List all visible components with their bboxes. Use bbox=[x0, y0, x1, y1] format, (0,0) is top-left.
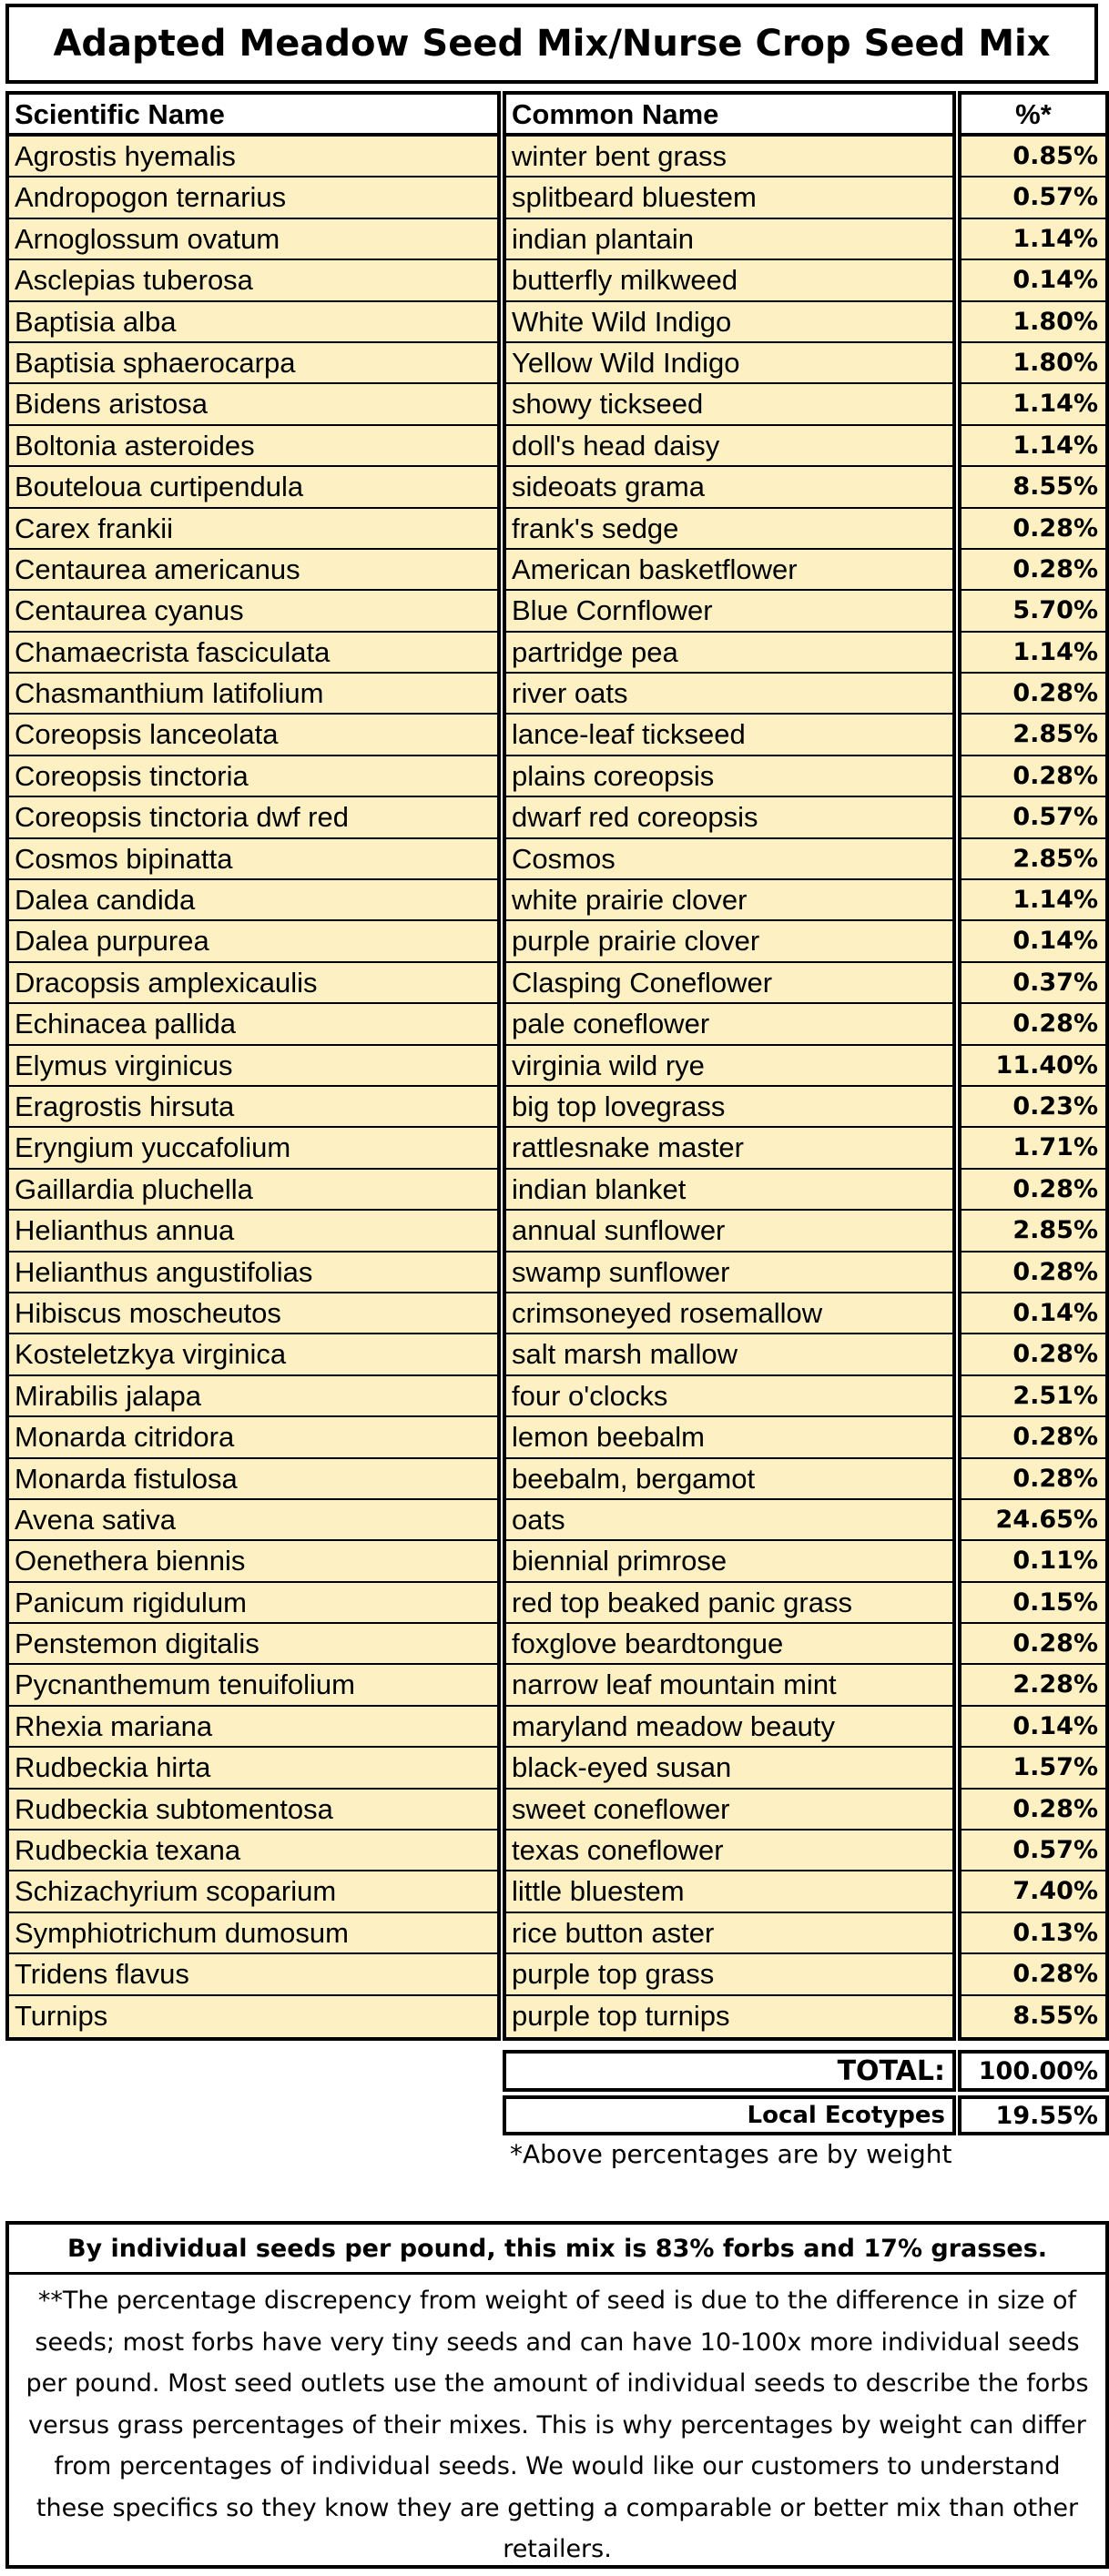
scientific-name-cell: Oenethera biennis bbox=[9, 1541, 497, 1582]
percent-cell: 0.28% bbox=[961, 1459, 1105, 1500]
common-name-cell: sideoats grama bbox=[506, 467, 952, 508]
scientific-name-cell: Baptisia sphaerocarpa bbox=[9, 343, 497, 384]
common-name-cell: virginia wild rye bbox=[506, 1046, 952, 1087]
seed-count-note bbox=[5, 2221, 1109, 2569]
percent-cell: 0.28% bbox=[961, 550, 1105, 591]
total-value: 100.00% bbox=[958, 2050, 1109, 2092]
common-name-cell: narrow leaf mountain mint bbox=[506, 1665, 952, 1706]
common-name-header: Common Name bbox=[506, 95, 952, 137]
percent-cell: 0.15% bbox=[961, 1583, 1105, 1624]
scientific-name-cell: Helianthus angustifolias bbox=[9, 1253, 497, 1293]
scientific-name-cell: Kosteletzkya virginica bbox=[9, 1334, 497, 1375]
common-name-cell: four o'clocks bbox=[506, 1376, 952, 1417]
scientific-name-cell: Schizachyrium scoparium bbox=[9, 1871, 497, 1912]
scientific-name-cell: Elymus virginicus bbox=[9, 1046, 497, 1087]
percent-cell: 0.37% bbox=[961, 963, 1105, 1004]
common-name-column bbox=[503, 91, 956, 2041]
common-name-cell: dwarf red coreopsis bbox=[506, 797, 952, 838]
percent-header: %* bbox=[961, 95, 1105, 137]
page-title: Adapted Meadow Seed Mix/Nurse Crop Seed Mix bbox=[5, 4, 1098, 84]
common-name-cell: salt marsh mallow bbox=[506, 1334, 952, 1375]
common-name-cell: splitbeard bluestem bbox=[506, 177, 952, 218]
scientific-name-cell: Panicum rigidulum bbox=[9, 1583, 497, 1624]
note-body: **The percentage discrepency from weight of seed is due to the difference in size of seeds; most forbs have very tiny seeds and can have 10-100x more individual seeds per pound. Most seed outlets use the amount of individual seeds to describe the forbs versus grass percentages of their mixes. This is why percentages by weight can differ from percentages of individual seeds. We would like our customers to understand these specifics so they know they are getting a comparable or better mix than other retailers. bbox=[25, 2287, 1089, 2563]
common-name-cell: texas coneflower bbox=[506, 1831, 952, 1871]
percent-cell: 2.85% bbox=[961, 715, 1105, 756]
percent-cell: 0.85% bbox=[961, 137, 1105, 177]
common-name-cell: lemon beebalm bbox=[506, 1417, 952, 1458]
percent-cell: 8.55% bbox=[961, 467, 1105, 508]
scientific-name-cell: Dalea purpurea bbox=[9, 921, 497, 962]
percent-cell: 0.28% bbox=[961, 1004, 1105, 1045]
percent-cell: 1.14% bbox=[961, 426, 1105, 467]
scientific-name-cell: Bouteloua curtipendula bbox=[9, 467, 497, 508]
common-name-cell: white prairie clover bbox=[506, 880, 952, 921]
scientific-name-cell: Dalea candida bbox=[9, 880, 497, 921]
scientific-name-cell: Agrostis hyemalis bbox=[9, 137, 497, 177]
scientific-name-cell: Avena sativa bbox=[9, 1500, 497, 1541]
percent-cell: 0.57% bbox=[961, 177, 1105, 218]
scientific-name-cell: Dracopsis amplexicaulis bbox=[9, 963, 497, 1004]
percent-cell: 0.14% bbox=[961, 1293, 1105, 1334]
percent-cell: 0.28% bbox=[961, 674, 1105, 715]
common-name-cell: frank's sedge bbox=[506, 509, 952, 550]
common-name-cell: indian blanket bbox=[506, 1170, 952, 1211]
local-ecotypes-value: 19.55% bbox=[958, 2095, 1109, 2135]
percent-cell: 1.80% bbox=[961, 302, 1105, 343]
common-name-cell: annual sunflower bbox=[506, 1211, 952, 1252]
common-name-cell: showy tickseed bbox=[506, 384, 952, 425]
percent-cell: 0.14% bbox=[961, 260, 1105, 301]
common-name-cell: black-eyed susan bbox=[506, 1748, 952, 1789]
percent-cell: 2.28% bbox=[961, 1665, 1105, 1706]
percent-cell: 1.14% bbox=[961, 880, 1105, 921]
scientific-name-cell: Rudbeckia subtomentosa bbox=[9, 1790, 497, 1831]
scientific-name-cell: Monarda fistulosa bbox=[9, 1459, 497, 1500]
scientific-name-cell: Eragrostis hirsuta bbox=[9, 1087, 497, 1128]
percent-cell: 1.14% bbox=[961, 219, 1105, 260]
percent-cell: 2.51% bbox=[961, 1376, 1105, 1417]
common-name-cell: foxglove beardtongue bbox=[506, 1624, 952, 1665]
common-name-cell: maryland meadow beauty bbox=[506, 1707, 952, 1748]
percent-column bbox=[958, 91, 1109, 2041]
common-name-cell: little bluestem bbox=[506, 1871, 952, 1912]
common-name-cell: crimsoneyed rosemallow bbox=[506, 1293, 952, 1334]
common-name-cell: White Wild Indigo bbox=[506, 302, 952, 343]
common-name-cell: lance-leaf tickseed bbox=[506, 715, 952, 756]
common-name-cell: river oats bbox=[506, 674, 952, 715]
scientific-name-cell: Coreopsis lanceolata bbox=[9, 715, 497, 756]
scientific-name-cell: Asclepias tuberosa bbox=[9, 260, 497, 301]
common-name-cell: Clasping Coneflower bbox=[506, 963, 952, 1004]
percent-cell: 0.28% bbox=[961, 1170, 1105, 1211]
percent-cell: 0.28% bbox=[961, 1624, 1105, 1665]
scientific-name-cell: Eryngium yuccafolium bbox=[9, 1128, 497, 1169]
percent-cell: 1.80% bbox=[961, 343, 1105, 384]
common-name-cell: oats bbox=[506, 1500, 952, 1541]
percent-cell: 2.85% bbox=[961, 1211, 1105, 1252]
percent-cell: 5.70% bbox=[961, 591, 1105, 632]
common-name-cell: rice button aster bbox=[506, 1913, 952, 1954]
scientific-name-cell: Turnips bbox=[9, 1996, 497, 2037]
scientific-name-column bbox=[5, 91, 501, 2041]
percent-cell: 0.28% bbox=[961, 509, 1105, 550]
scientific-name-cell: Rudbeckia texana bbox=[9, 1831, 497, 1871]
scientific-name-cell: Penstemon digitalis bbox=[9, 1624, 497, 1665]
scientific-name-cell: Rhexia mariana bbox=[9, 1707, 497, 1748]
scientific-name-cell: Pycnanthemum tenuifolium bbox=[9, 1665, 497, 1706]
scientific-name-cell: Andropogon ternarius bbox=[9, 177, 497, 218]
percent-cell: 0.14% bbox=[961, 921, 1105, 962]
common-name-cell: Cosmos bbox=[506, 839, 952, 880]
common-name-cell: winter bent grass bbox=[506, 137, 952, 177]
common-name-cell: Yellow Wild Indigo bbox=[506, 343, 952, 384]
scientific-name-cell: Rudbeckia hirta bbox=[9, 1748, 497, 1789]
common-name-cell: plains coreopsis bbox=[506, 756, 952, 797]
percent-cell: 0.23% bbox=[961, 1087, 1105, 1128]
common-name-cell: pale coneflower bbox=[506, 1004, 952, 1045]
scientific-name-cell: Hibiscus moscheutos bbox=[9, 1293, 497, 1334]
percent-cell: 0.28% bbox=[961, 1954, 1105, 1995]
scientific-name-cell: Tridens flavus bbox=[9, 1954, 497, 1995]
scientific-name-cell: Bidens aristosa bbox=[9, 384, 497, 425]
percent-cell: 1.71% bbox=[961, 1128, 1105, 1169]
scientific-name-cell: Coreopsis tinctoria bbox=[9, 756, 497, 797]
common-name-cell: big top lovegrass bbox=[506, 1087, 952, 1128]
scientific-name-cell: Baptisia alba bbox=[9, 302, 497, 343]
percent-cell: 8.55% bbox=[961, 1996, 1105, 2037]
percent-cell: 0.28% bbox=[961, 756, 1105, 797]
scientific-name-cell: Carex frankii bbox=[9, 509, 497, 550]
scientific-name-cell: Centaurea americanus bbox=[9, 550, 497, 591]
common-name-cell: red top beaked panic grass bbox=[506, 1583, 952, 1624]
scientific-name-cell: Helianthus annua bbox=[9, 1211, 497, 1252]
scientific-name-cell: Symphiotrichum dumosum bbox=[9, 1913, 497, 1954]
local-ecotypes-label: Local Ecotypes bbox=[503, 2095, 956, 2135]
percent-cell: 0.57% bbox=[961, 797, 1105, 838]
percent-cell: 0.28% bbox=[961, 1253, 1105, 1293]
scientific-name-cell: Centaurea cyanus bbox=[9, 591, 497, 632]
common-name-cell: rattlesnake master bbox=[506, 1128, 952, 1169]
percent-cell: 1.14% bbox=[961, 384, 1105, 425]
percent-cell: 0.28% bbox=[961, 1334, 1105, 1375]
common-name-cell: biennial primrose bbox=[506, 1541, 952, 1582]
scientific-name-cell: Cosmos bipinatta bbox=[9, 839, 497, 880]
common-name-cell: swamp sunflower bbox=[506, 1253, 952, 1293]
common-name-cell: doll's head daisy bbox=[506, 426, 952, 467]
scientific-name-cell: Chamaecrista fasciculata bbox=[9, 633, 497, 674]
scientific-name-cell: Arnoglossum ovatum bbox=[9, 219, 497, 260]
percent-cell: 24.65% bbox=[961, 1500, 1105, 1541]
percent-cell: 11.40% bbox=[961, 1046, 1105, 1087]
common-name-cell: sweet coneflower bbox=[506, 1790, 952, 1831]
percent-cell: 1.57% bbox=[961, 1748, 1105, 1789]
scientific-name-cell: Chasmanthium latifolium bbox=[9, 674, 497, 715]
weight-footnote: *Above percentages are by weight bbox=[510, 2139, 952, 2169]
note-heading: By individual seeds per pound, this mix is 83% forbs and 17% grasses. bbox=[9, 2225, 1105, 2275]
percent-cell: 7.40% bbox=[961, 1871, 1105, 1912]
common-name-cell: partridge pea bbox=[506, 633, 952, 674]
common-name-cell: purple top turnips bbox=[506, 1996, 952, 2037]
percent-cell: 0.13% bbox=[961, 1913, 1105, 1954]
total-label: TOTAL: bbox=[503, 2050, 956, 2092]
common-name-cell: purple top grass bbox=[506, 1954, 952, 1995]
scientific-name-cell: Boltonia asteroides bbox=[9, 426, 497, 467]
percent-cell: 0.11% bbox=[961, 1541, 1105, 1582]
scientific-name-cell: Mirabilis jalapa bbox=[9, 1376, 497, 1417]
scientific-name-cell: Monarda citridora bbox=[9, 1417, 497, 1458]
percent-cell: 0.14% bbox=[961, 1707, 1105, 1748]
scientific-name-header: Scientific Name bbox=[9, 95, 497, 137]
percent-cell: 2.85% bbox=[961, 839, 1105, 880]
scientific-name-cell: Gaillardia pluchella bbox=[9, 1170, 497, 1211]
common-name-cell: purple prairie clover bbox=[506, 921, 952, 962]
percent-cell: 0.28% bbox=[961, 1417, 1105, 1458]
common-name-cell: indian plantain bbox=[506, 219, 952, 260]
percent-cell: 0.28% bbox=[961, 1790, 1105, 1831]
scientific-name-cell: Echinacea pallida bbox=[9, 1004, 497, 1045]
common-name-cell: beebalm, bergamot bbox=[506, 1459, 952, 1500]
percent-cell: 0.57% bbox=[961, 1831, 1105, 1871]
common-name-cell: butterfly milkweed bbox=[506, 260, 952, 301]
common-name-cell: Blue Cornflower bbox=[506, 591, 952, 632]
percent-cell: 1.14% bbox=[961, 633, 1105, 674]
scientific-name-cell: Coreopsis tinctoria dwf red bbox=[9, 797, 497, 838]
common-name-cell: American basketflower bbox=[506, 550, 952, 591]
